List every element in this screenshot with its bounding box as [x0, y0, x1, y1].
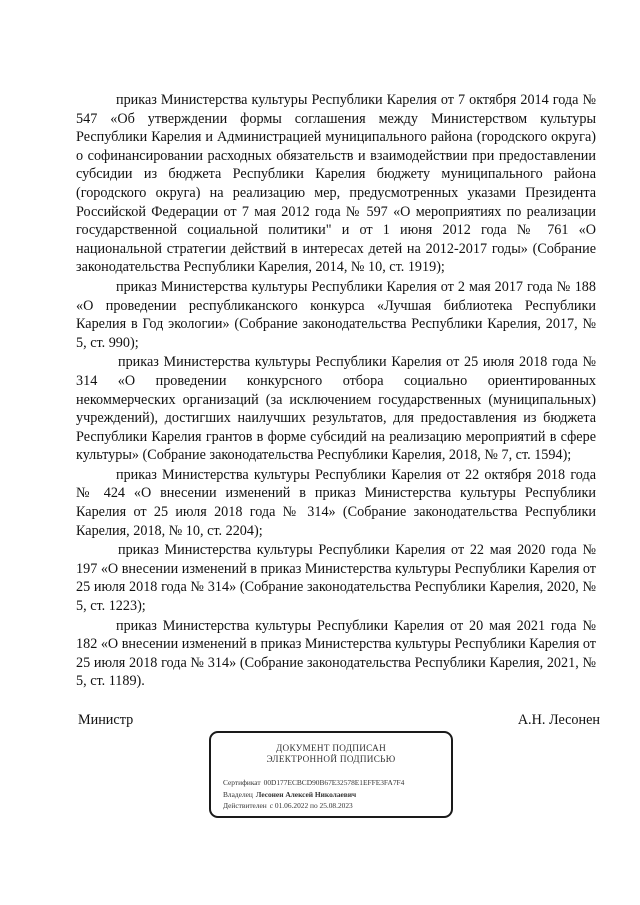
stamp-heading-line2: ЭЛЕКТРОННОЙ ПОДПИСЬЮ	[266, 754, 396, 764]
electronic-signature-stamp	[209, 731, 453, 818]
paragraph-order-314: приказ Министерства культуры Республики Карелия от 25 июля 2018 года № 314 «О проведении конкурсного отбора социально ориентированных некоммерческих организаций (за исключением государственных (муниципальных) учреждений), достигших наилучших результатов, для предоставления из бюджета Республики Карелия грантов в форме субсидий на реализацию мероприятий в сфере культуры» (Собрание законодательства Республики Карелия, 2018, № 7, ст. 1594);	[76, 354, 596, 464]
stamp-valid-value: с 01.06.2022 по 25.08.2023	[269, 801, 353, 810]
paragraph-order-188: приказ Министерства культуры Республики Карелия от 2 мая 2017 года № 188 «О проведении республиканского конкурса «Лучшая библиотека Республики Карелия в Год экологии» (Собрание законодательства Республики Карелия, 2017, № 5, ст. 990);	[76, 278, 596, 351]
stamp-valid-row	[223, 800, 445, 812]
stamp-certificate-label: Сертификат	[223, 778, 261, 787]
stamp-certificate-value: 00D177ECBCD90B67E32578E1EFFE3FA7F4	[263, 778, 405, 787]
signer-title: Министр	[78, 712, 134, 728]
paragraph-order-424: приказ Министерства культуры Республики Карелия от 22 октября 2018 года № 424 «О внесении изменений в приказ Министерства культуры Республики Карелия от 25 июля 2018 года № 314» (Собрание законодательства Республики Карелия, 2018, № 10, ст. 2204);	[76, 466, 596, 539]
paragraph-order-547: приказ Министерства культуры Республики Карелия от 7 октября 2014 года № 547 «Об утверждении формы соглашения между Министерством культуры Республики Карелия и Администрацией муниципального района (городского округа) о софинансировании расходных обязательств и взаимодействии при предоставлении субсидии из бюджета Республики Карелия бюджету муниципального района (городского округа) на реализацию мер, предусмотренных указами Президента Российской Федерации от 7 мая 2012 года № 597 «О мероприятиях по реализации государственной социальной политики" и от 1 июня 2012 года № 761 «О национальной стратегии действий в интересах детей на 2012-2017 годы» (Собрание законодательства Республики Карелия, 2014, № 10, ст. 1919);	[76, 92, 596, 276]
stamp-valid-label: Действителен	[223, 801, 267, 810]
paragraph-order-182: приказ Министерства культуры Республики Карелия от 20 мая 2021 года № 182 «О внесении изменений в приказ Министерства культуры Республики Карелия от 25 июля 2018 года № 314» (Собрание законодательства Республики Карелия, 2021, № 5, ст. 1189).	[76, 617, 597, 690]
signer-name: А.Н. Лесонен	[517, 712, 600, 728]
stamp-owner-label: Владелец	[223, 789, 253, 799]
paragraph-order-197: приказ Министерства культуры Республики Карелия от 22 мая 2020 года № 197 «О внесении изменений в приказ Министерства культуры Республики Карелия от 25 июля 2018 года № 314» (Собрание законодательства Республики Карелия, 2020, № 5, ст. 1223);	[76, 542, 597, 615]
stamp-heading	[211, 743, 451, 765]
document-body	[76, 91, 596, 692]
stamp-details	[223, 777, 445, 812]
stamp-owner-value: Лесонен Алексей Николаевич	[255, 789, 357, 799]
stamp-owner-row	[223, 789, 445, 801]
stamp-heading-line1: ДОКУМЕНТ ПОДПИСАН	[275, 743, 387, 753]
stamp-certificate-row	[223, 777, 445, 789]
